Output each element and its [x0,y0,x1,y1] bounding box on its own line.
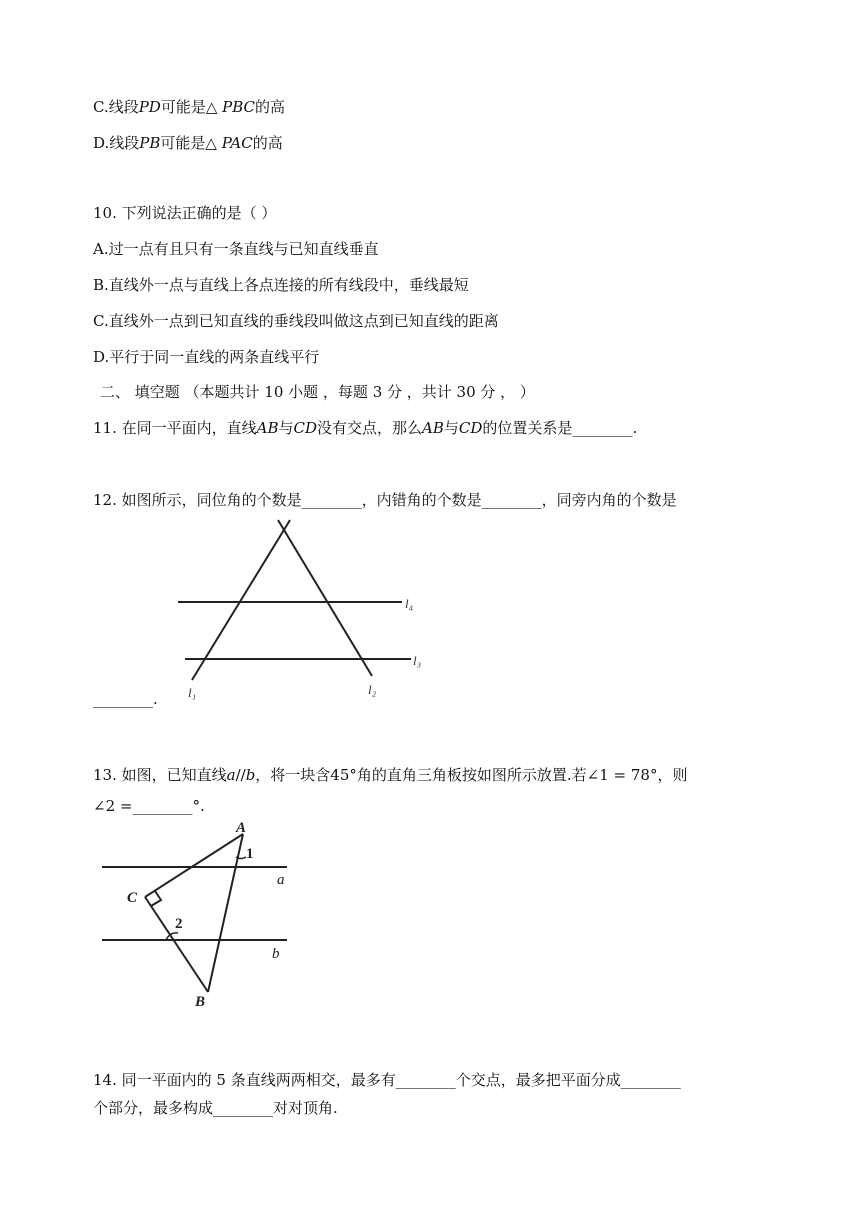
angle-2-label: 2 [175,916,183,932]
q10-option-c: C.直线外一点到已知直线的垂线段叫做这点到已知直线的距离 [93,312,499,330]
side-ab [208,834,243,992]
vertex-c: C [127,890,138,906]
label-l2: l₂ [368,682,377,697]
q13-line2: ∠2 =________°. [93,797,205,815]
q13-line1: 13. 如图，已知直线a//b，将一块含45°角的直角三角板按如图所示放置.若∠1 = 78°，则 [93,766,688,784]
vertex-b: B [195,994,206,1010]
triangle-pbc: PBC [222,98,256,116]
segment-pd: PD [138,98,161,116]
q10-option-d: D.平行于同一直线的两条直线平行 [93,348,320,366]
q9-option-c: C.线段PD可能是△ PBC的高 [93,98,286,116]
label-l4: l₄ [405,596,414,611]
q14-line1: 14. 同一平面内的 5 条直线两两相交，最多有________个交点，最多把平面分成________ [93,1071,681,1089]
q9-option-d: D.线段PB可能是△ PAC的高 [93,134,283,152]
q10-option-a: A.过一点有且只有一条直线与已知直线垂直 [93,240,379,258]
q10-option-b: B.直线外一点与直线上各点连接的所有线段中，垂线最短 [93,276,469,294]
section-heading: 二、 填空题 （本题共计 10 小题 ，每题 3 分 ，共计 30 分 ， ） [100,383,535,401]
triangle-pac: PAC [221,134,253,152]
label-a: a [277,872,285,888]
q10-stem: 10. 下列说法正确的是（ ） [93,204,277,222]
answer-blank: ________ [572,419,633,437]
side-cb [145,897,208,992]
segment-pb: PB [139,134,161,152]
angle-1-arc [236,857,246,859]
q14-line2: 个部分，最多构成________对对顶角. [93,1099,338,1117]
line-l1 [192,520,290,680]
angle-2-arc [166,933,178,940]
label-b: b [272,946,280,962]
line-l2 [278,520,372,676]
q12-text: 12. 如图所示，同位角的个数是________，内错角的个数是________，同旁内角的个数是 [93,491,677,509]
right-angle-mark [151,891,161,906]
label-l3: l₃ [413,653,422,668]
side-ca [145,834,243,897]
q12-tail: ________. [93,690,158,708]
angle-1-label: 1 [246,846,254,862]
q11: 11. 在同一平面内，直线AB与CD没有交点，那么AB与CD的位置关系是________. [93,419,638,437]
vertex-a: A [236,820,247,836]
label-l1: l₁ [188,685,197,700]
